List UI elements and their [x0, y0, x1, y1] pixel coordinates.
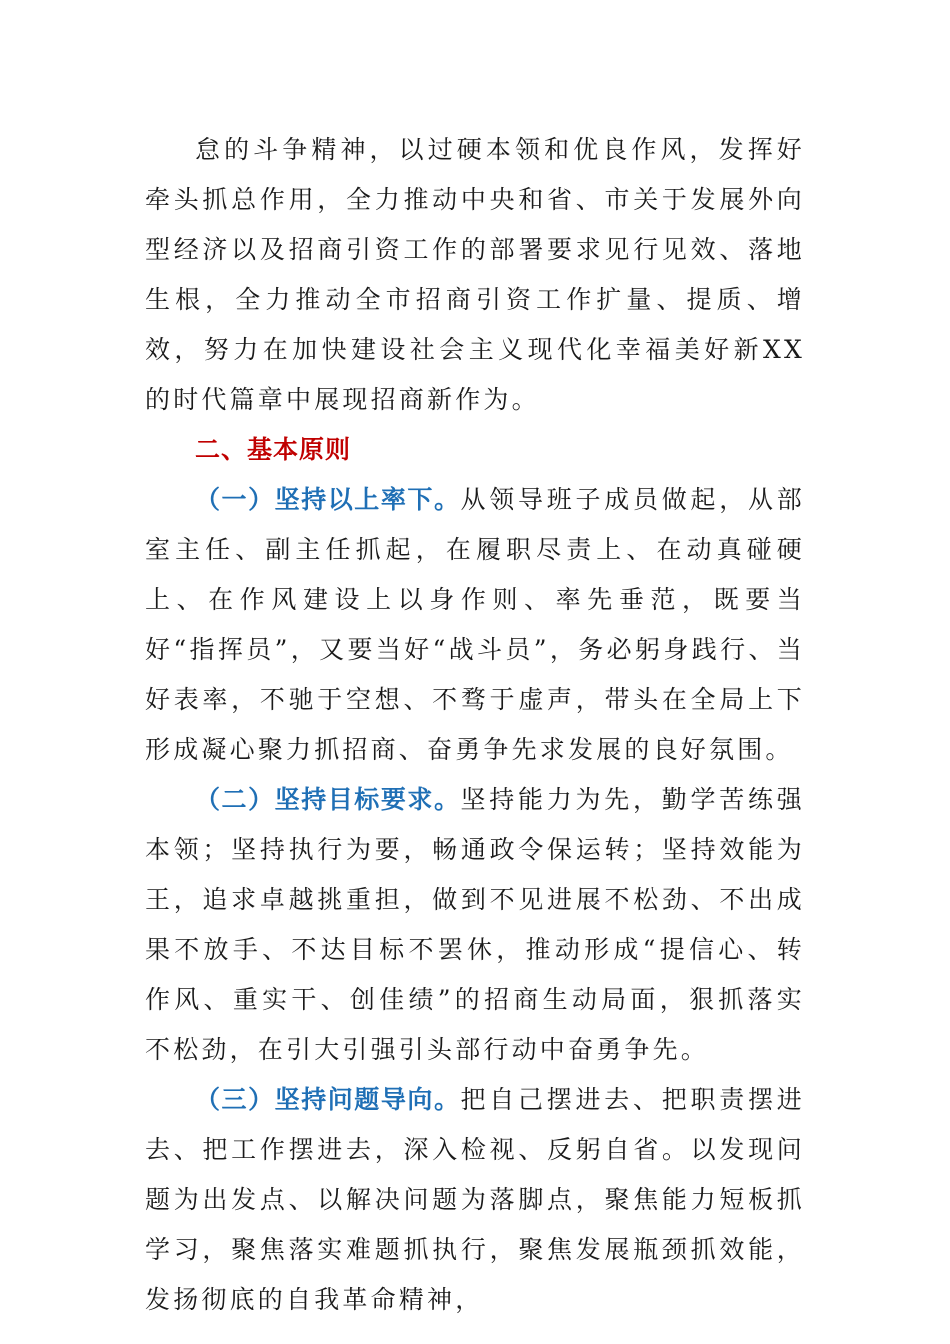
- principle-3-lead: （三）坚持问题导向。: [195, 1085, 461, 1114]
- principle-1-lead: （一）坚持以上率下。: [195, 485, 461, 514]
- principle-paragraph-1: [145, 475, 805, 775]
- principle-3-body: 把自己摆进去、把职责摆进去、把工作摆进去，深入检视、反躬自省。以发现问题为出发点、以解决问题为落脚点，聚焦能力短板抓学习，聚焦落实难题抓执行，聚焦发展瓶颈抓效能，发扬彻底的自我革命精神，: [145, 1085, 805, 1314]
- intro-paragraph: 怠的斗争精神，以过硬本领和优良作风，发挥好牵头抓总作用，全力推动中央和省、市关于发展外向型经济以及招商引资工作的部署要求见行见效、落地生根，全力推动全市招商引资工作扩量、提质、增效，努力在加快建设社会主义现代化幸福美好新XX的时代篇章中展现招商新作为。: [145, 135, 805, 414]
- principle-2-lead: （二）坚持目标要求。: [195, 785, 461, 814]
- section-heading-basic-principles: 二、基本原则: [195, 435, 352, 464]
- document-body: [145, 125, 805, 1325]
- principle-2-body: 坚持能力为先，勤学苦练强本领；坚持执行为要，畅通政令保运转；坚持效能为王，追求卓越挑重担，做到不见进展不松劲、不出成果不放手、不达目标不罢休，推动形成“提信心、转作风、重实干、创佳绩”的招商生动局面，狠抓落实不松劲，在引大引强引头部行动中奋勇争先。: [145, 785, 805, 1064]
- principle-1-body: 从领导班子成员做起，从部室主任、副主任抓起，在履职尽责上、在动真碰硬上、在作风建设上以身作则、率先垂范，既要当好“指挥员”，又要当好“战斗员”，务必躬身践行、当好表率，不驰于空想、不骛于虚声，带头在全局上下形成凝心聚力抓招商、奋勇争先求发展的良好氛围。: [145, 485, 805, 764]
- principle-paragraph-2: [145, 775, 805, 1075]
- principle-paragraph-3: [145, 1075, 805, 1325]
